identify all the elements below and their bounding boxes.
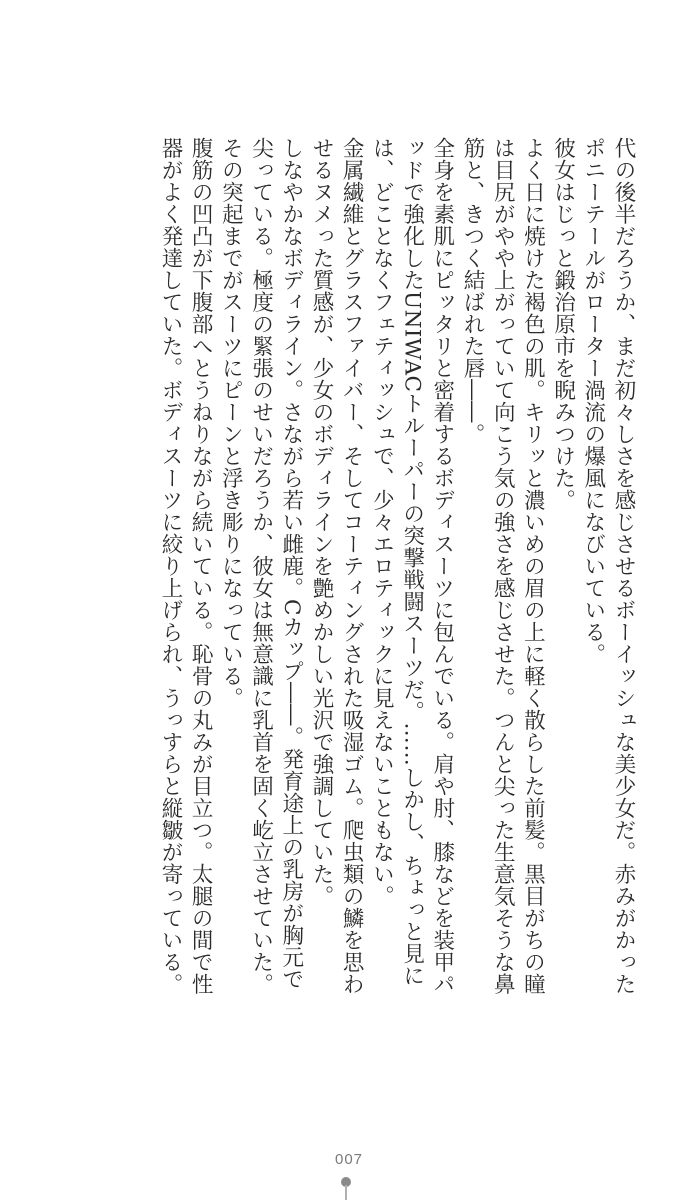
paragraph: 金属繊維とグラスファイバー、そしてコーティングされた吸湿ゴム。爬虫類の鱗を思わせるヌメった質感が、少女のボディラインを艶めかしい光沢で強調していた。 [308, 137, 365, 995]
paragraph: よく日に焼けた褐色の肌。キリッと濃いめの眉の上に軽く散らした前髪。黒目がちの瞳は目尻がやや上がっていて向こう気の強さを感じさせた。つんと尖った生意気そうな鼻筋と、きつく結ばれた唇――。 [459, 137, 546, 995]
page-marker-line [345, 1185, 347, 1200]
paragraph: しなやかなボディライン。さながら若い雌鹿。Cカップ――。発育途上の乳房が胸元で尖っている。極度の緊張のせいだろうか、彼女は無意識に乳首を固く屹立させていた。その突起までがスーツにピーンと浮き彫りになっている。 [218, 137, 304, 995]
page-number: 007 [334, 1151, 364, 1168]
paragraph: 腹筋の凹凸が下腹部へとうねりながら続いている。恥骨の丸みが目立つ。太腿の間で性器がよく発達していた。ボディスーツに絞り上げられ、うっすらと縦皺が寄っている。 [157, 137, 214, 995]
paragraph: 全身を素肌にピッタリと密着するボディスーツに包んでいる。肩や肘、膝などを装甲パッドで強化したUNIWACトルーパーの突撃戦闘スーツだ。……しかし、ちょっと見には、どことなくフェティッシュで、少々エロティックに見えないこともない。 [369, 137, 455, 995]
paragraph: 代の後半だろうか、まだ初々しさを感じさせるボーイッシュな美少女だ。赤みがかったポニーテールがローター渦流の爆風になびいている。 [580, 137, 636, 995]
vertical-text-block [58, 137, 638, 997]
paragraph: 彼女はじっと鍛治原市を睨みつけた。 [550, 137, 576, 511]
